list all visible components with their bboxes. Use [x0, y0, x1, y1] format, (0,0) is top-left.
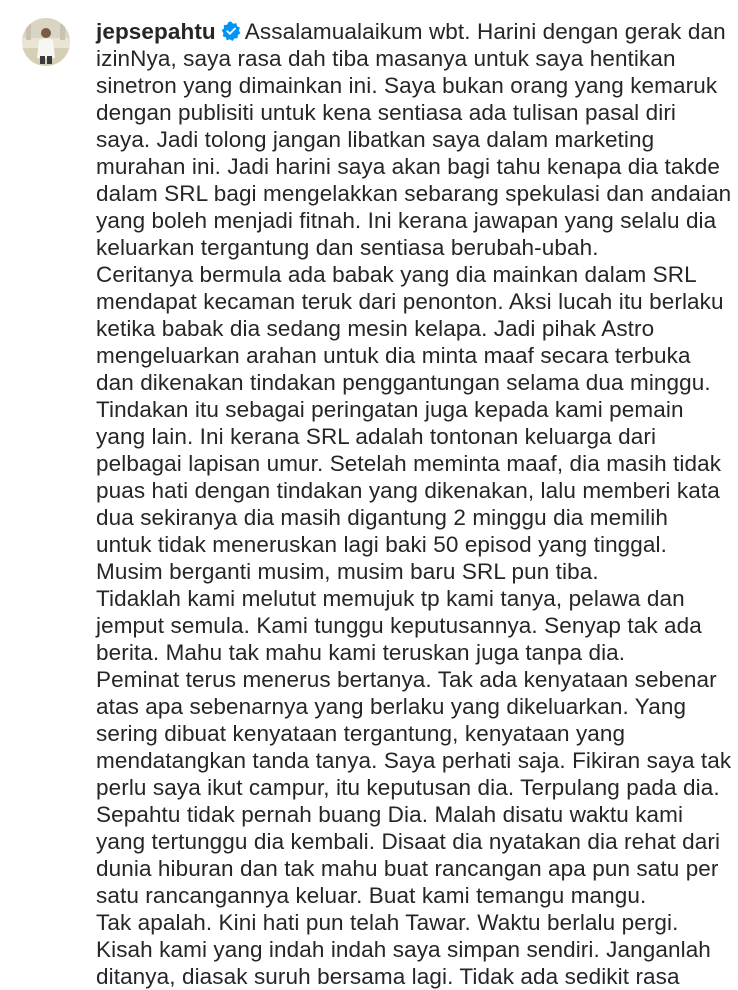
caption-line: jepsepahtu Assalamualaikum wbt. Harini dengan gerak dan: [96, 19, 726, 44]
caption-line: ketika babak dia sedang mesin kelapa. Jadi pihak Astro: [96, 316, 655, 341]
caption-line: Sepahtu tidak pernah buang Dia. Malah disatu waktu kami: [96, 802, 684, 827]
profile-avatar[interactable]: [22, 18, 70, 66]
caption-line: sering dibuat kenyataan tergantung, kenyataan yang: [96, 721, 626, 746]
caption-line: Kisah kami yang indah indah saya simpan sendiri. Janganlah: [96, 937, 711, 962]
caption-line: atas apa sebenarnya yang berlaku yang dikeluarkan. Yang: [96, 694, 687, 719]
caption-line: dunia hiburan dan tak mahu buat rancangan apa pun satu per: [96, 856, 719, 881]
caption-line: murahan ini. Jadi harini saya akan bagi tahu kenapa dia takde: [96, 154, 721, 179]
caption-line: dalam SRL bagi mengelakkan sebarang spekulasi dan andaian: [96, 181, 732, 206]
caption-line: dengan publisiti untuk kena sentiasa ada tulisan pasal diri: [96, 100, 677, 125]
caption-line: jemput semula. Kami tunggu keputusannya. Senyap tak ada: [96, 613, 702, 638]
caption-line: keluarkan tergantung dan sentiasa berubah-ubah.: [96, 235, 599, 260]
caption-line: saya. Jadi tolong jangan libatkan saya dalam marketing: [96, 127, 655, 152]
caption-line: Peminat terus menerus bertanya. Tak ada kenyataan sebenar: [96, 667, 717, 692]
caption-line: Tidaklah kami melutut memujuk tp kami tanya, pelawa dan: [96, 586, 685, 611]
caption-line: Tindakan itu sebagai peringatan juga kepada kami pemain: [96, 397, 684, 422]
caption-line: Musim berganti musim, musim baru SRL pun tiba.: [96, 559, 599, 584]
caption-line: untuk tidak meneruskan lagi baki 50 episod yang tinggal.: [96, 532, 667, 557]
caption-text: [96, 18, 732, 990]
caption-line: dan dikenakan tindakan penggantungan selama dua minggu.: [96, 370, 711, 395]
caption-line: yang tertunggu dia kembali. Disaat dia nyatakan dia rehat dari: [96, 829, 721, 854]
caption-line: berita. Mahu tak mahu kami teruskan juga tanpa dia.: [96, 640, 626, 665]
caption-line: satu rancangannya keluar. Buat kami temangu mangu.: [96, 883, 647, 908]
caption-line: perlu saya ikut campur, itu keputusan dia. Terpulang pada dia.: [96, 775, 720, 800]
caption-line: mendatangkan tanda tanya. Saya perhati saja. Fikiran saya tak: [96, 748, 732, 773]
verified-badge-icon: [221, 20, 241, 40]
caption-line: mengeluarkan arahan untuk dia minta maaf secara terbuka: [96, 343, 691, 368]
caption-line: izinNya, saya rasa dah tiba masanya untuk saya hentikan: [96, 46, 676, 71]
username-link[interactable]: jepsepahtu: [96, 19, 216, 44]
caption-line: yang lain. Ini kerana SRL adalah tontonan keluarga dari: [96, 424, 657, 449]
caption-line: ditanya, diasak suruh bersama lagi. Tidak ada sedikit rasa: [96, 964, 680, 989]
caption-line: puas hati dengan tindakan yang dikenakan, lalu memberi kata: [96, 478, 720, 503]
caption-line: Ceritanya bermula ada babak yang dia mainkan dalam SRL: [96, 262, 697, 287]
caption-line: yang boleh menjadi fitnah. Ini kerana jawapan yang selalu dia: [96, 208, 717, 233]
caption-line: dua sekiranya dia masih digantung 2 minggu dia memilih: [96, 505, 668, 530]
caption-line: mendapat kecaman teruk dari penonton. Aksi lucah itu berlaku: [96, 289, 724, 314]
caption-line: sinetron yang dimainkan ini. Saya bukan orang yang kemaruk: [96, 73, 718, 98]
caption-line: pelbagai lapisan umur. Setelah meminta maaf, dia masih tidak: [96, 451, 722, 476]
caption-line: Tak apalah. Kini hati pun telah Tawar. Waktu berlalu pergi.: [96, 910, 679, 935]
